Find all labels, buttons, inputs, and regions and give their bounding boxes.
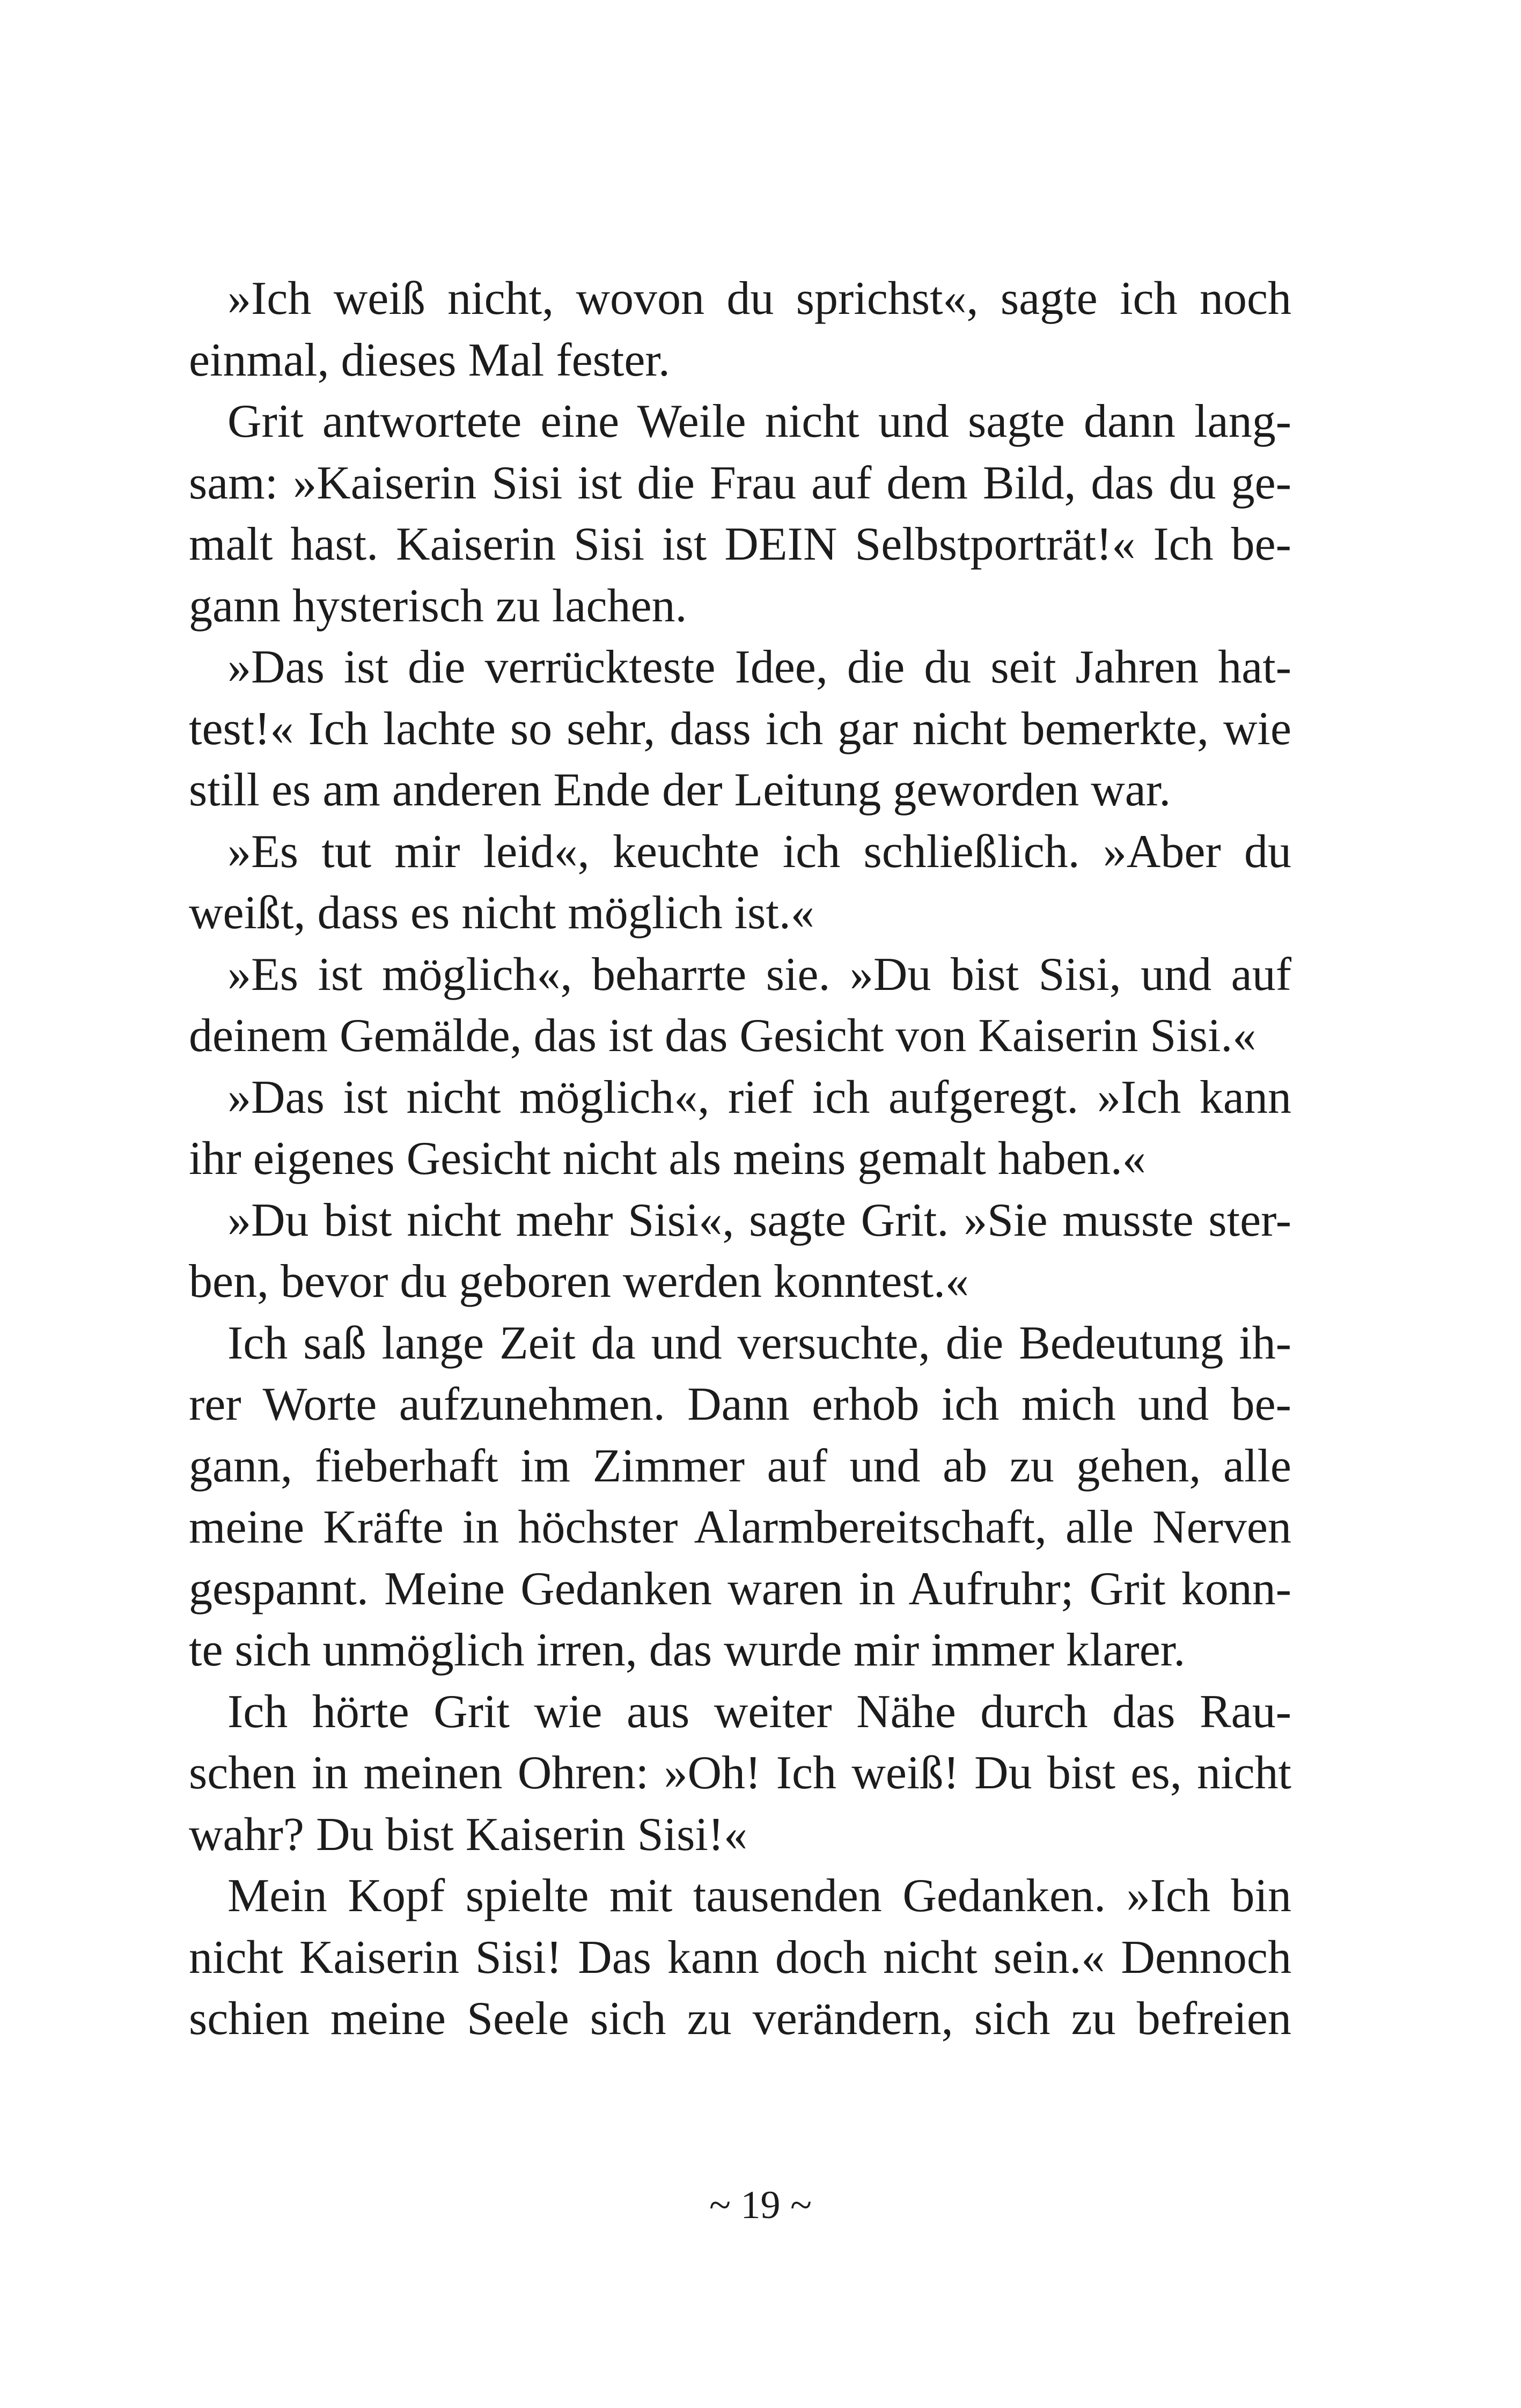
text-line: rer Worte aufzunehmen. Dann erhob ich mich und be-	[189, 1378, 1291, 1430]
text-line: Ich hörte Grit wie aus weiter Nähe durch das Rau-	[227, 1685, 1291, 1738]
text-line: »Es tut mir leid«, keuchte ich schließlich. »Aber du	[227, 825, 1291, 878]
text-line: wahr? Du bist Kaiserin Sisi!«	[189, 1808, 748, 1861]
text-line: Mein Kopf spielte mit tausenden Gedanken. »Ich bin	[227, 1870, 1291, 1922]
text-line: ihr eigenes Gesicht nicht als meins gemalt haben.«	[189, 1133, 1146, 1185]
page-number: ~ 19 ~	[709, 2183, 812, 2227]
text-line: deinem Gemälde, das ist das Gesicht von Kaiserin Sisi.«	[189, 1010, 1257, 1062]
text-line: gespannt. Meine Gedanken waren in Aufruhr; Grit konn-	[189, 1562, 1291, 1615]
text-line: nicht Kaiserin Sisi! Das kann doch nicht sein.« Dennoch	[189, 1931, 1291, 1984]
text-line: Ich saß lange Zeit da und versuchte, die Bedeutung ih-	[227, 1317, 1291, 1369]
text-line: einmal, dieses Mal fester.	[189, 334, 670, 386]
text-line: meine Kräfte in höchster Alarmbereitschaft, alle Nerven	[189, 1501, 1291, 1553]
text-line: malt hast. Kaiserin Sisi ist DEIN Selbstporträt!« Ich be-	[189, 518, 1291, 570]
text-line: »Du bist nicht mehr Sisi«, sagte Grit. »Sie musste ster-	[227, 1194, 1291, 1246]
text-line: gann, fieberhaft im Zimmer auf und ab zu gehen, alle	[189, 1440, 1291, 1492]
text-line: schen in meinen Ohren: »Oh! Ich weiß! Du bist es, nicht	[189, 1747, 1291, 1799]
text-line: »Ich weiß nicht, wovon du sprichst«, sagte ich noch	[227, 273, 1291, 325]
text-line: »Das ist die verrückteste Idee, die du seit Jahren hat-	[227, 641, 1291, 693]
text-line: Grit antwortete eine Weile nicht und sagte dann lang-	[227, 395, 1291, 447]
text-line: schien meine Seele sich zu verändern, sich zu befreien	[189, 1993, 1291, 2045]
body-text	[189, 268, 1291, 2050]
text-line: »Das ist nicht möglich«, rief ich aufgeregt. »Ich kann	[227, 1071, 1291, 1124]
text-line: weißt, dass es nicht möglich ist.«	[189, 887, 814, 939]
text-line: te sich unmöglich irren, das wurde mir immer klarer.	[189, 1624, 1186, 1676]
text-line: ben, bevor du geboren werden konntest.«	[189, 1256, 969, 1308]
text-line: test!« Ich lachte so sehr, dass ich gar nicht bemerkte, wie	[189, 702, 1291, 755]
text-line: still es am anderen Ende der Leitung geworden war.	[189, 764, 1171, 816]
text-line: gann hysterisch zu lachen.	[189, 579, 687, 632]
text-line: sam: »Kaiserin Sisi ist die Frau auf dem Bild, das du ge-	[189, 457, 1291, 509]
text-line: »Es ist möglich«, beharrte sie. »Du bist Sisi, und auf	[227, 948, 1291, 1001]
